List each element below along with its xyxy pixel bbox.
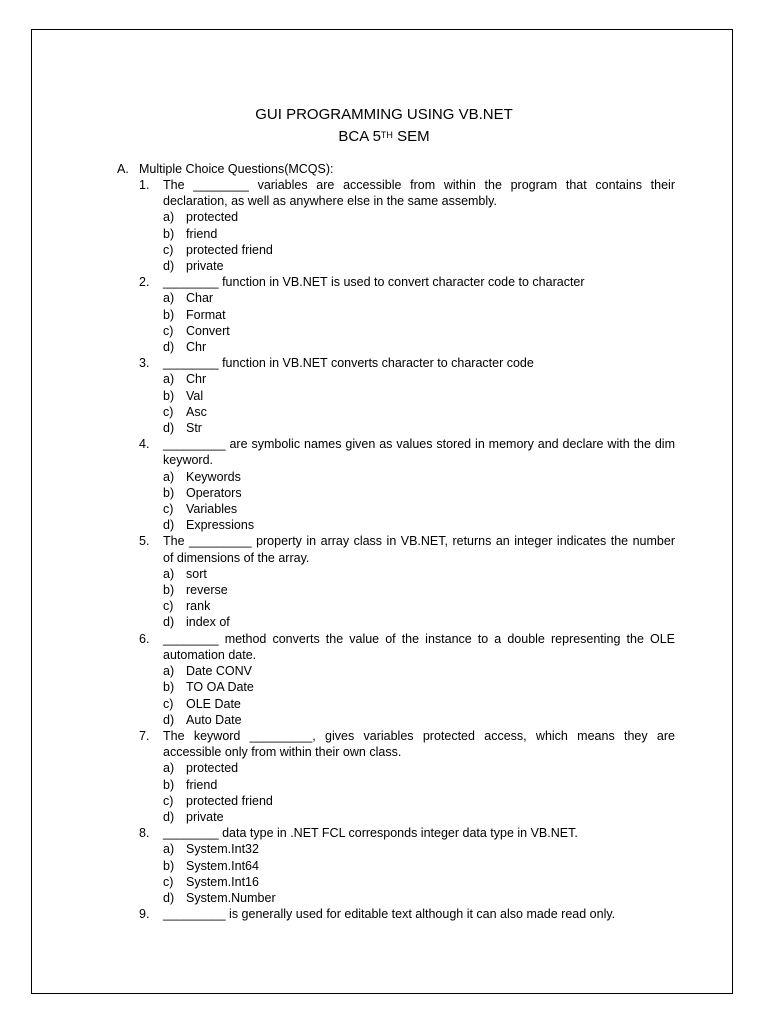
option-letter: c) — [163, 599, 174, 614]
question-text: The ________ variables are accessible from within the program that contains their declaration, as well as anywhere else in the same assembly. — [163, 178, 675, 209]
option-text: Auto Date — [186, 712, 242, 727]
option-letter: d) — [163, 340, 175, 355]
question-number: 4. — [139, 437, 150, 452]
option-letter: d) — [163, 809, 175, 824]
answer-option — [163, 566, 675, 582]
answer-option — [163, 858, 675, 874]
answer-option — [163, 614, 675, 630]
question-number: 2. — [139, 275, 150, 290]
option-letter: c) — [163, 502, 174, 517]
option-letter: a) — [163, 469, 175, 484]
option-text: System.Int16 — [186, 874, 259, 889]
option-text: Chr — [186, 372, 207, 387]
question-item — [139, 355, 675, 436]
option-letter: b) — [163, 226, 175, 241]
answer-option — [163, 712, 675, 728]
option-text: TO OA Date — [186, 680, 254, 695]
answer-option — [163, 323, 675, 339]
answer-option — [163, 841, 675, 857]
option-letter: d) — [163, 259, 175, 274]
subtitle-superscript: TH — [380, 130, 393, 140]
section-heading — [117, 161, 334, 177]
option-letter: a) — [163, 210, 175, 225]
answer-option — [163, 469, 675, 485]
option-letter: c) — [163, 874, 174, 889]
option-text: private — [186, 809, 224, 824]
option-text: private — [186, 259, 224, 274]
option-letter: c) — [163, 696, 174, 711]
option-text: friend — [186, 226, 218, 241]
option-text: Date CONV — [186, 664, 252, 679]
answer-option — [163, 209, 675, 225]
option-text: Operators — [186, 485, 242, 500]
option-text: rank — [186, 599, 211, 614]
option-text: reverse — [186, 583, 228, 598]
answer-option — [163, 226, 675, 242]
answer-option — [163, 679, 675, 695]
question-item — [139, 436, 675, 533]
answer-option — [163, 258, 675, 274]
option-text: Asc — [186, 404, 207, 419]
option-text: sort — [186, 566, 207, 581]
question-text: ________ function in VB.NET is used to convert character code to character — [163, 275, 585, 290]
option-text: index of — [186, 615, 230, 630]
option-text: protected friend — [186, 793, 273, 808]
option-letter: a) — [163, 761, 175, 776]
question-item — [139, 631, 675, 728]
subtitle-end: SEM — [392, 128, 430, 145]
answer-option — [163, 371, 675, 387]
question-text: ________ data type in .NET FCL corresponds integer data type in VB.NET. — [163, 826, 578, 841]
answer-option — [163, 485, 675, 501]
option-text: protected — [186, 210, 239, 225]
option-text: Char — [186, 291, 214, 306]
answer-option — [163, 517, 675, 533]
question-number: 9. — [139, 907, 150, 922]
option-letter: b) — [163, 858, 175, 873]
answer-option — [163, 388, 675, 404]
option-letter: c) — [163, 404, 174, 419]
answer-option — [163, 793, 675, 809]
question-item — [139, 274, 675, 355]
question-text: _________ are symbolic names given as values stored in memory and declare with the dim keyword. — [163, 437, 675, 468]
option-letter: a) — [163, 842, 175, 857]
option-text: System.Int64 — [186, 858, 259, 873]
section-title: Multiple Choice Questions(MCQS): — [139, 162, 334, 176]
question-number: 3. — [139, 356, 150, 371]
option-letter: d) — [163, 890, 175, 905]
option-text: friend — [186, 777, 218, 792]
answer-option — [163, 598, 675, 614]
subtitle-base: BCA 5 — [338, 128, 381, 145]
option-letter: b) — [163, 485, 175, 500]
answer-option — [163, 777, 675, 793]
option-letter: b) — [163, 777, 175, 792]
question-text: ________ function in VB.NET converts character to character code — [163, 356, 534, 371]
answer-option — [163, 582, 675, 598]
option-text: System.Number — [186, 890, 276, 905]
option-letter: a) — [163, 372, 175, 387]
answer-option — [163, 874, 675, 890]
option-text: Chr — [186, 340, 207, 355]
option-text: Variables — [186, 502, 238, 517]
option-letter: d) — [163, 518, 175, 533]
answer-option — [163, 696, 675, 712]
option-letter: d) — [163, 421, 175, 436]
option-letter: b) — [163, 307, 175, 322]
option-text: Convert — [186, 323, 230, 338]
option-letter: d) — [163, 712, 175, 727]
answer-option — [163, 809, 675, 825]
question-item — [139, 728, 675, 825]
option-letter: a) — [163, 291, 175, 306]
question-list — [139, 177, 675, 922]
answer-option — [163, 404, 675, 420]
option-text: Format — [186, 307, 226, 322]
answer-option — [163, 242, 675, 258]
answer-option — [163, 420, 675, 436]
question-text: _________ is generally used for editable text although it can also made read only. — [163, 907, 616, 922]
question-number: 8. — [139, 826, 150, 841]
question-item — [139, 533, 675, 630]
option-text: System.Int32 — [186, 842, 259, 857]
option-text: Val — [186, 388, 204, 403]
option-letter: c) — [163, 323, 174, 338]
question-number: 6. — [139, 631, 150, 646]
option-letter: c) — [163, 242, 174, 257]
answer-option — [163, 307, 675, 323]
answer-option — [163, 501, 675, 517]
option-letter: b) — [163, 680, 175, 695]
answer-option — [163, 339, 675, 355]
option-letter: a) — [163, 664, 175, 679]
option-text: Keywords — [186, 469, 241, 484]
option-letter: b) — [163, 583, 175, 598]
answer-option — [163, 760, 675, 776]
question-item — [139, 177, 675, 274]
option-letter: b) — [163, 388, 175, 403]
question-text: ________ method converts the value of the instance to a double representing the OLE automation date. — [163, 631, 675, 662]
answer-option — [163, 290, 675, 306]
option-letter: d) — [163, 615, 175, 630]
option-text: Expressions — [186, 518, 255, 533]
section-label: A. — [117, 162, 129, 176]
answer-option — [163, 663, 675, 679]
document-title: GUI PROGRAMMING USING VB.NET — [255, 106, 513, 123]
option-text: protected — [186, 761, 239, 776]
document-subtitle — [0, 128, 768, 146]
question-number: 7. — [139, 728, 150, 743]
option-letter: a) — [163, 566, 175, 581]
question-number: 1. — [139, 178, 150, 192]
option-text: protected friend — [186, 242, 273, 257]
question-text: The _________ property in array class in VB.NET, returns an integer indicates the number of dimensions of the array. — [163, 534, 675, 565]
answer-option — [163, 890, 675, 906]
option-letter: c) — [163, 793, 174, 808]
option-text: OLE Date — [186, 696, 241, 711]
question-item — [139, 906, 675, 922]
question-text: The keyword _________, gives variables protected access, which means they are accessible only from within their own class. — [163, 728, 675, 760]
question-number: 5. — [139, 534, 150, 549]
option-text: Str — [186, 421, 202, 436]
question-item — [139, 825, 675, 906]
